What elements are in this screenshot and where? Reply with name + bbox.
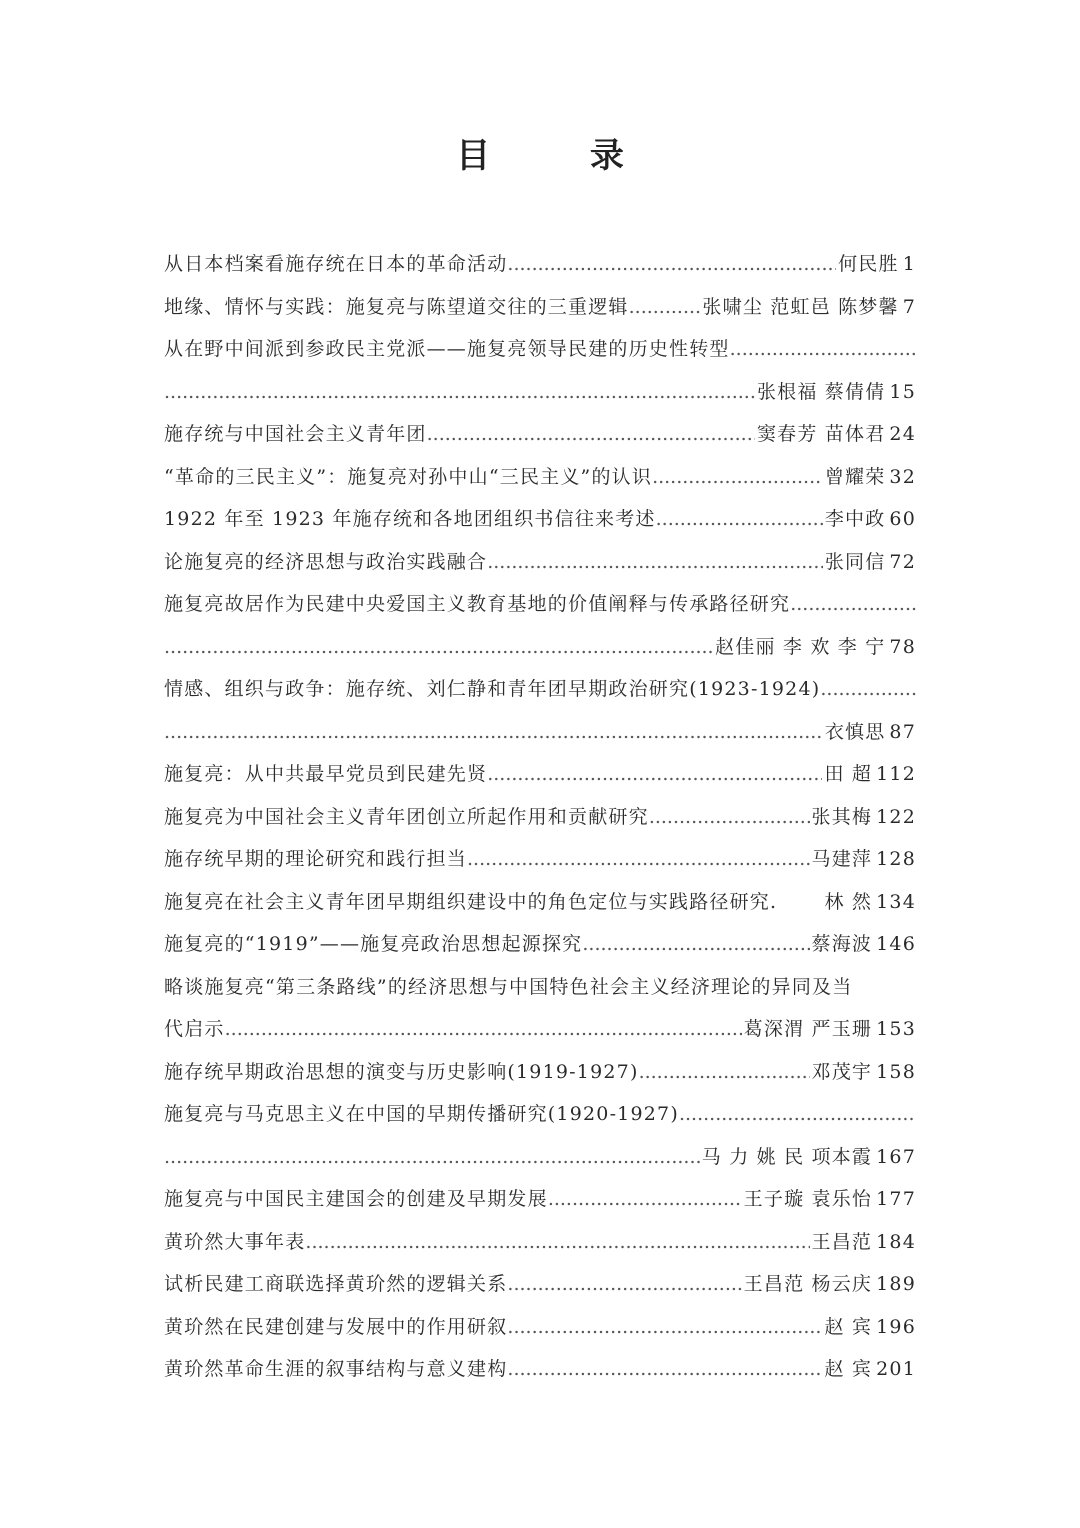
dot-leader [164,711,823,754]
table-of-contents [164,243,916,1391]
entry-page-number: 78 [889,635,916,658]
toc-entry-line [164,1306,916,1349]
dot-leader [820,668,916,711]
dot-leader [164,371,755,414]
dot-leader [487,753,822,796]
toc-entry-line [164,286,916,329]
entry-author-page [742,1263,916,1306]
entry-page-number: 146 [876,933,916,955]
entry-title: 施存统与中国社会主义青年团 [164,423,427,445]
dot-leader [649,796,810,839]
entry-author: 田 超 [824,763,873,785]
dot-leader [507,1306,822,1349]
dot-leader [679,1093,916,1136]
dot-leader [427,413,755,456]
entry-title: 代启示 [164,1018,225,1040]
dot-leader [507,1348,822,1391]
dot-leader [652,456,823,499]
entry-author-page [823,711,916,754]
toc-entry-line [164,328,916,371]
entry-page-number: 32 [889,465,916,488]
toc-entry-line [164,796,916,839]
entry-author-page [822,1306,916,1349]
entry-author-page [810,1221,916,1264]
entry-title: 施复亮与中国民主建国会的创建及早期发展 [164,1188,548,1210]
dot-leader [164,1136,700,1179]
entry-author: 邓茂宇 [811,1060,873,1083]
entry-page-number: 122 [876,805,916,828]
entry-author-page [823,498,916,541]
entry-page-number: 153 [876,1018,916,1040]
entry-author: 张同信 [824,550,886,573]
entry-author-page [810,796,916,839]
entry-author-page [742,1178,916,1221]
entry-author: 赵 宾 [824,1358,873,1380]
entry-author: 何民胜 [838,253,899,275]
entry-author-page [700,1136,916,1179]
dot-leader [629,286,701,329]
entry-author-page [810,838,916,881]
entry-title: 情感、组织与政争：施存统、刘仁静和青年团早期政治研究(1923-1924) [164,678,821,700]
dot-leader [164,626,713,669]
entry-title: 从在野中间派到参政民主党派——施复亮领导民建的历史性转型 [164,338,730,360]
entry-title: 施复亮在社会主义青年团早期组织建设中的角色定位与实践路径研究. [164,890,778,913]
dot-leader [225,1008,742,1051]
entry-page-number: 1 [902,253,916,275]
entry-author: 李中政 [824,508,886,530]
toc-entry-line [164,413,916,456]
toc-entry-line [164,881,916,924]
entry-page-number: 177 [876,1188,916,1210]
entry-author: 张啸尘 范虹邑 陈梦馨 [702,295,899,318]
entry-author: 张根福 蔡倩倩 [756,380,886,403]
entry-page-number: 87 [889,720,916,743]
entry-title: 施复亮与马克思主义在中国的早期传播研究(1920-1927) [164,1103,679,1125]
toc-entry-line [164,626,916,669]
entry-author-page [836,243,916,286]
toc-entry-line [164,541,916,584]
toc-entry-line [164,1178,916,1221]
entry-title: 施复亮故居作为民建中央爱国主义教育基地的价值阐释与传承路径研究 [164,593,791,615]
entry-title: 施复亮的“1919”——施复亮政治思想起源探究 [164,933,583,955]
entry-title: 黄玠然革命生涯的叙事结构与意义建构 [164,1358,508,1380]
entry-page-number: 184 [876,1230,916,1253]
toc-entry-line [164,753,916,796]
entry-author: 赵 宾 [824,1315,873,1338]
entry-title: 施存统早期政治思想的演变与历史影响(1919-1927) [164,1060,639,1083]
toc-entry-line [164,371,916,414]
toc-entry-line [164,1093,916,1136]
toc-entry-line [164,668,916,711]
dot-leader [548,1178,742,1221]
entry-author: 林 然 [824,890,873,913]
entry-author-page [822,1348,916,1391]
dot-leader [582,923,809,966]
entry-title: 黄玠然在民建创建与发展中的作用研叙 [164,1315,508,1338]
toc-entry-line [164,1263,916,1306]
entry-page-number: 128 [876,848,916,870]
entry-page-number: 72 [889,550,916,573]
entry-title: 施复亮：从中共最早党员到民建先贤 [164,763,488,785]
entry-page-number: 201 [876,1358,916,1380]
dot-leader [305,1221,809,1264]
dot-leader [656,498,823,541]
entry-author: 张其梅 [811,805,873,828]
entry-page-number: 158 [876,1060,916,1083]
entry-author: 王昌范 杨云庆 [743,1273,873,1295]
entry-title: 论施复亮的经济思想与政治实践融合 [164,550,488,573]
entry-author: 葛深渭 严玉珊 [743,1018,873,1040]
entry-title: 施复亮为中国社会主义青年团创立所起作用和贡献研究 [164,805,649,828]
toc-entry-line [164,711,916,754]
entry-author-page [755,413,916,456]
entry-title: 从日本档案看施存统在日本的革命活动 [164,253,508,275]
dot-leader [487,541,823,584]
entry-page-number: 24 [889,423,916,445]
entry-author-page [822,881,916,924]
entry-page-number: 134 [876,890,916,913]
entry-author: 蔡海波 [811,933,873,955]
entry-page-number: 112 [876,763,916,785]
toc-entry-line [164,966,916,1009]
dot-leader [507,243,836,286]
toc-entry-line [164,838,916,881]
entry-page-number: 7 [902,295,916,318]
entry-title: 略谈施复亮“第三条路线”的经济思想与中国特色社会主义经济理论的异同及当 [164,975,853,998]
entry-title: 1922 年至 1923 年施存统和各地团组织书信往来考述 [164,508,656,530]
entry-author: 王子璇 袁乐怡 [743,1188,873,1210]
entry-author: 衣慎思 [824,720,886,743]
entry-author-page [755,371,916,414]
entry-author: 马 力 姚 民 项本霞 [701,1145,873,1168]
entry-title: “革命的三民主义”：施复亮对孙中山“三民主义”的认识 [164,465,653,488]
toc-entry-line [164,923,916,966]
entry-author: 马建萍 [811,848,873,870]
entry-page-number: 60 [889,508,916,530]
entry-page-number: 196 [876,1315,916,1338]
toc-entry-line [164,243,916,286]
entry-author-page [823,456,916,499]
entry-title: 黄玠然大事年表 [164,1230,306,1253]
entry-title: 地缘、情怀与实践：施复亮与陈望道交往的三重逻辑 [164,295,629,318]
dot-leader [730,328,916,371]
entry-author-page [810,923,916,966]
toc-entry-line [164,583,916,626]
toc-entry-line [164,456,916,499]
entry-page-number: 167 [876,1145,916,1168]
entry-page-number: 189 [876,1273,916,1295]
dot-leader [467,838,810,881]
toc-entry-line [164,1348,916,1391]
entry-author-page [742,1008,916,1051]
entry-author: 赵佳丽 李 欢 李 宁 [715,635,886,658]
entry-author-page [810,1051,916,1094]
dot-leader [790,583,916,626]
dot-leader [639,1051,810,1094]
entry-author: 王昌范 [811,1230,873,1253]
toc-entry-line [164,1008,916,1051]
toc-entry-line [164,1136,916,1179]
entry-title: 试析民建工商联选择黄玠然的逻辑关系 [164,1273,508,1295]
entry-author-page [713,626,916,669]
toc-entry-line [164,1221,916,1264]
dot-leader [507,1263,741,1306]
toc-entry-line [164,1051,916,1094]
entry-author: 窦春芳 苗体君 [756,423,886,445]
toc-entry-line [164,498,916,541]
entry-page-number: 15 [889,380,916,403]
entry-title: 施存统早期的理论研究和践行担当 [164,848,468,870]
entry-author: 曾耀荣 [824,465,886,488]
entry-author-page [823,541,916,584]
entry-author-page [822,753,916,796]
page-title: 目 录 [456,136,668,176]
entry-author-page [700,286,916,329]
